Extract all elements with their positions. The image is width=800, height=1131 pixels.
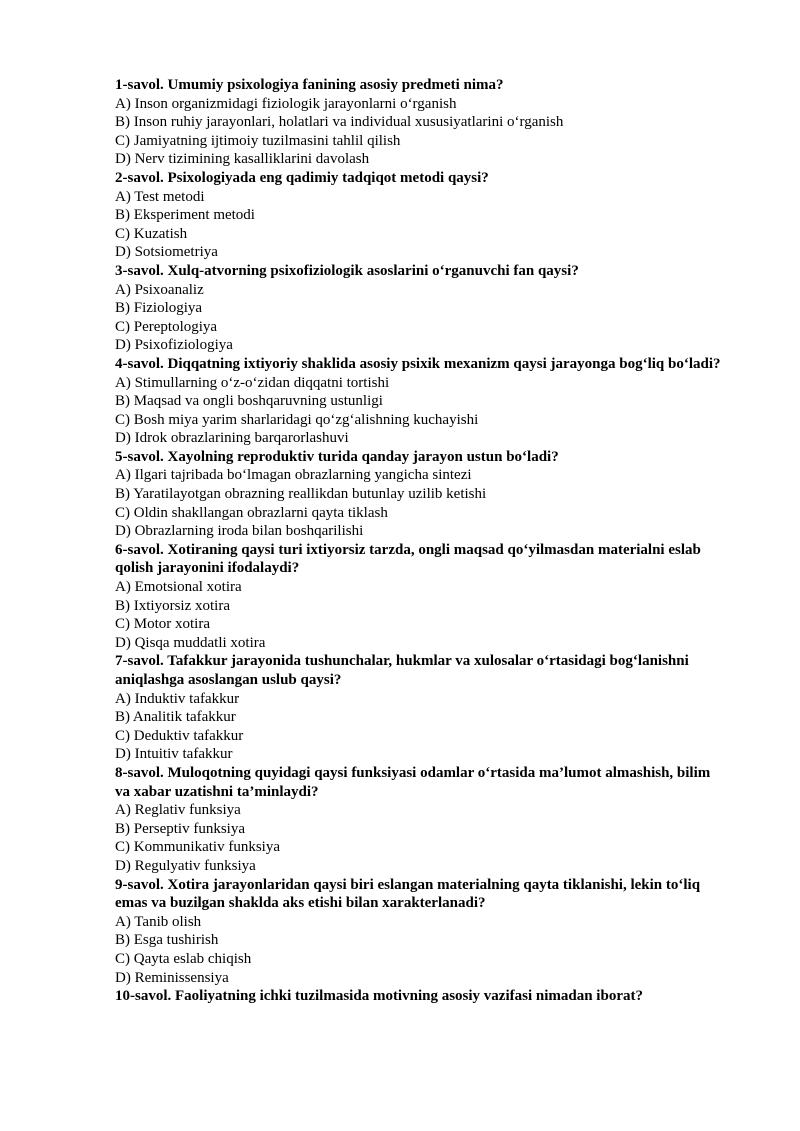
document-page — [115, 76, 725, 1006]
answer-option-c: C) Pereptologiya — [115, 318, 218, 335]
question-title: 9-savol. Xotira jarayonlaridan qaysi biri eslangan materialning qayta tiklanishi, lekin to‘liq emas va buzilgan shaklda aks etishi bilan xarakterlanadi? — [115, 876, 701, 912]
answer-option-b: B) Maqsad va ongli boshqaruvning ustunligi — [115, 393, 383, 410]
answer-option-b: B) Analitik tafakkur — [115, 709, 236, 726]
answer-option-d: D) Nerv tizimining kasalliklarini davolash — [115, 151, 370, 168]
answer-option-c: C) Jamiyatning ijtimoiy tuzilmasini tahlil qilish — [115, 132, 401, 149]
question-9 — [115, 876, 725, 988]
answer-option-d: D) Idrok obrazlarining barqarorlashuvi — [115, 430, 349, 447]
question-6 — [115, 541, 725, 653]
question-title: 1-savol. Umumiy psixologiya fanining asosiy predmeti nima? — [115, 77, 504, 93]
answer-option-a: A) Tanib olish — [115, 913, 202, 930]
question-title: 4-savol. Diqqatning ixtiyoriy shaklida asosiy psixik mexanizm qaysi jarayonga bog‘liq bo‘ladi? — [115, 355, 721, 372]
question-title: 10-savol. Faoliyatning ichki tuzilmasida motivning asosiy vazifasi nimadan iborat? — [115, 988, 643, 1005]
question-5 — [115, 448, 725, 541]
answer-option-b: B) Inson ruhiy jarayonlari, holatlari va individual xususiyatlarini o‘rganish — [115, 114, 564, 131]
answer-option-d: D) Psixofiziologiya — [115, 337, 233, 354]
answer-option-c: C) Qayta eslab chiqish — [115, 950, 252, 967]
answer-option-b: B) Eksperiment metodi — [115, 207, 255, 224]
answer-option-a: A) Test metodi — [115, 188, 205, 205]
answer-option-d: D) Obrazlarning iroda bilan boshqarilishi — [115, 523, 364, 540]
answer-option-a: A) Stimullarning o‘z-o‘zidan diqqatni tortishi — [115, 374, 390, 391]
answer-option-d: D) Reminissensiya — [115, 969, 229, 986]
question-4 — [115, 355, 725, 448]
question-7 — [115, 652, 725, 764]
answer-option-c: C) Deduktiv tafakkur — [115, 727, 244, 744]
answer-option-b: B) Yaratilayotgan obrazning reallikdan butunlay uzilib ketishi — [115, 486, 487, 503]
question-10 — [115, 987, 725, 1006]
question-2 — [115, 169, 725, 262]
answer-option-a: A) Reglativ funksiya — [115, 802, 241, 819]
question-title: 5-savol. Xayolning reproduktiv turida qanday jarayon ustun bo‘ladi? — [115, 448, 559, 465]
question-title: 8-savol. Muloqotning quyidagi qaysi funksiyasi odamlar o‘rtasida ma’lumot almashish, bilim va xabar uzatishni ta’minlaydi? — [115, 764, 711, 800]
answer-option-a: A) Psixoanaliz — [115, 281, 204, 298]
question-title: 3-savol. Xulq-atvorning psixofiziologik asoslarini o‘rganuvchi fan qaysi? — [115, 262, 579, 279]
answer-option-a: A) Induktiv tafakkur — [115, 690, 240, 707]
answer-option-c: C) Kommunikativ funksiya — [115, 839, 280, 856]
question-1 — [115, 76, 725, 169]
answer-option-c: C) Motor xotira — [115, 616, 210, 633]
answer-option-d: D) Intuitiv tafakkur — [115, 746, 233, 763]
answer-option-b: B) Esga tushirish — [115, 932, 219, 949]
answer-option-d: D) Regulyativ funksiya — [115, 857, 256, 874]
answer-option-a: A) Inson organizmidagi fiziologik jarayonlarni o‘rganish — [115, 95, 457, 112]
answer-option-c: C) Kuzatish — [115, 225, 188, 242]
answer-option-b: B) Ixtiyorsiz xotira — [115, 597, 230, 614]
question-title: 6-savol. Xotiraning qaysi turi ixtiyorsiz tarzda, ongli maqsad qo‘yilmasdan materialni eslab qolish jarayonini ifodalaydi? — [115, 541, 701, 577]
question-8 — [115, 764, 725, 876]
answer-option-b: B) Fiziologiya — [115, 300, 203, 317]
answer-option-a: A) Emotsional xotira — [115, 579, 242, 596]
answer-option-d: D) Qisqa muddatli xotira — [115, 634, 266, 651]
question-title: 2-savol. Psixologiyada eng qadimiy tadqiqot metodi qaysi? — [115, 169, 489, 186]
answer-option-c: C) Oldin shakllangan obrazlarni qayta tiklash — [115, 504, 388, 521]
answer-option-a: A) Ilgari tajribada bo‘lmagan obrazlarning yangicha sintezi — [115, 467, 472, 484]
question-title: 7-savol. Tafakkur jarayonida tushunchalar, hukmlar va xulosalar o‘rtasidagi bog‘lanishni aniqlashga asoslangan uslub qaysi? — [115, 653, 689, 688]
answer-option-b: B) Perseptiv funksiya — [115, 820, 245, 837]
answer-option-c: C) Bosh miya yarim sharlaridagi qo‘zg‘alishning kuchayishi — [115, 411, 479, 428]
question-3 — [115, 262, 725, 355]
answer-option-d: D) Sotsiometriya — [115, 244, 218, 261]
